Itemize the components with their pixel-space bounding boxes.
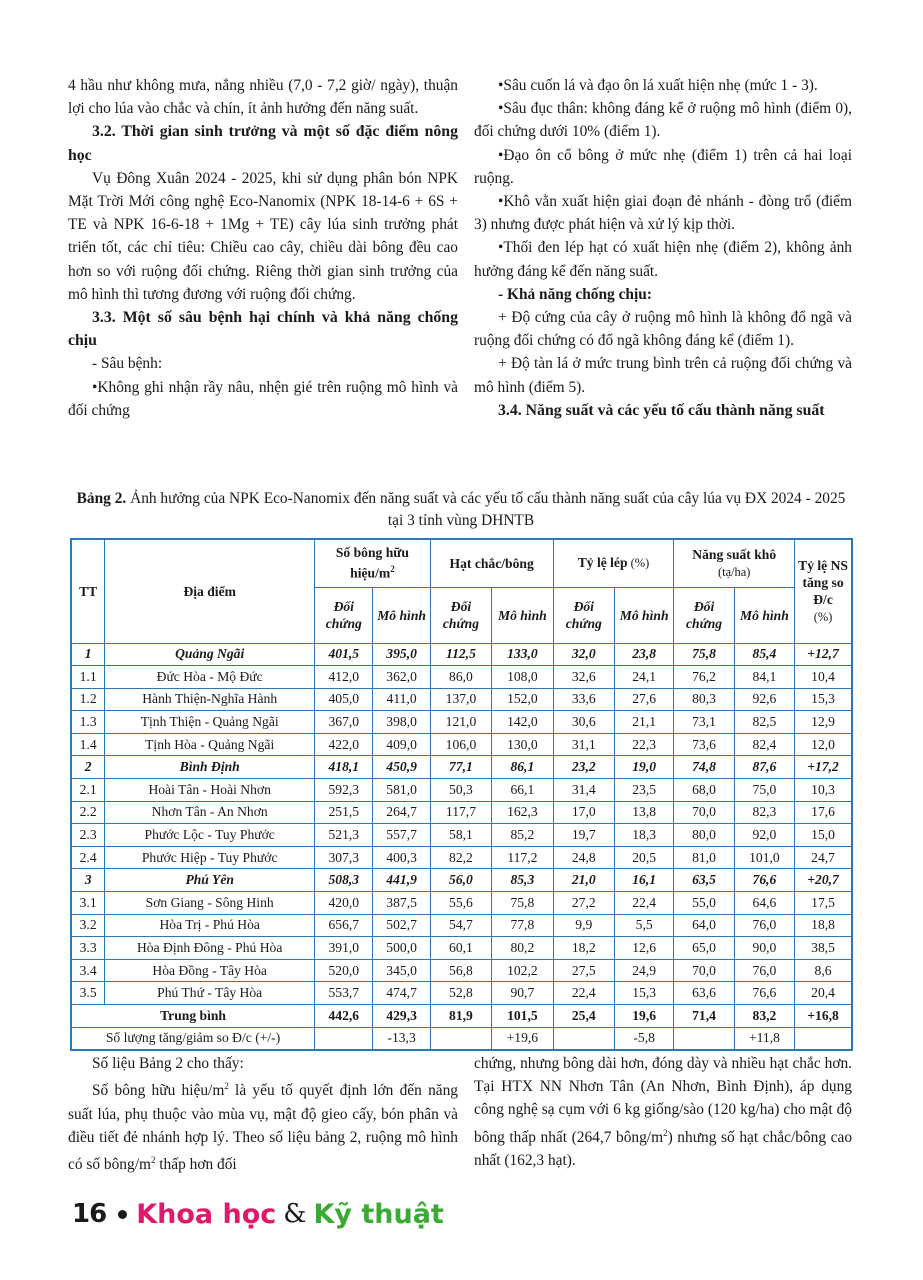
cell-value: 502,7 [373, 914, 430, 937]
header-panicles: Số bông hữu hiệu/$m^2$ [315, 539, 431, 587]
cell-value: 31,1 [553, 733, 614, 756]
page-number: 16 [72, 1199, 107, 1229]
cell-value: 77,8 [492, 914, 553, 937]
cell-value: 56,8 [430, 959, 491, 982]
cell-value: 66,1 [492, 779, 553, 802]
cell-tt: 2.4 [71, 846, 105, 869]
section-heading-3-4: 3.4. Năng suất và các yếu tố cấu thành năng suất [498, 401, 825, 419]
cell-value: 33,6 [553, 688, 614, 711]
cell-tt: 1.1 [71, 666, 105, 689]
cell-value: 81,0 [674, 846, 734, 869]
cell-value: 21,1 [614, 711, 673, 734]
cell-value: 162,3 [492, 801, 553, 824]
cell-value: 521,3 [315, 824, 373, 847]
cell-value: 264,7 [373, 801, 430, 824]
table-caption [68, 488, 854, 532]
cell-location: Hòa Đồng - Tây Hòa [105, 959, 315, 982]
cell-value: 76,0 [734, 914, 794, 937]
cell-value: 21,0 [553, 869, 614, 892]
column-right-bottom [474, 1052, 852, 1172]
cell-location: Tịnh Thiện - Quảng Ngãi [105, 711, 315, 734]
cell-value: 412,0 [315, 666, 373, 689]
cell-tt: 1 [71, 643, 105, 666]
cell-value: 362,0 [373, 666, 430, 689]
cell-value: 90,0 [734, 937, 794, 960]
cell-location: Số lượng tăng/giảm so Đ/c (+/-) [71, 1027, 315, 1050]
cell-value: 121,0 [430, 711, 491, 734]
cell-value: 54,7 [430, 914, 491, 937]
cell-tt: 3.2 [71, 914, 105, 937]
cell-value: 367,0 [315, 711, 373, 734]
table-row [71, 982, 852, 1005]
paragraph: - Sâu bệnh: [92, 355, 163, 373]
cell-value: 92,6 [734, 688, 794, 711]
cell-value: 58,1 [430, 824, 491, 847]
paragraph: + Độ tàn lá ở mức trung bình trên cả ruộng đối chứng và mô hình (điểm 5). [474, 355, 852, 396]
cell-value: 400,3 [373, 846, 430, 869]
cell-location: Đức Hòa - Mộ Đức [105, 666, 315, 689]
cell-value: 32,0 [553, 643, 614, 666]
table-row [71, 937, 852, 960]
cell-value: 442,6 [315, 1005, 373, 1028]
cell-location: Phước Lộc - Tuy Phước [105, 824, 315, 847]
cell-value: 75,8 [492, 892, 553, 915]
cell-value: 18,8 [795, 914, 852, 937]
cell-value: +16,8 [795, 1005, 852, 1028]
cell-value: 307,3 [315, 846, 373, 869]
cell-value: +17,2 [795, 756, 852, 779]
cell-value: 152,0 [492, 688, 553, 711]
cell-value: 64,0 [674, 914, 734, 937]
cell-value: 24,7 [795, 846, 852, 869]
cell-value: 77,1 [430, 756, 491, 779]
table-group-row [71, 869, 852, 892]
cell-value: 80,2 [492, 937, 553, 960]
column-left-top [68, 74, 458, 422]
cell-value: 63,5 [674, 869, 734, 892]
cell-value: 75,8 [674, 643, 734, 666]
cell-value: 133,0 [492, 643, 553, 666]
yield-table [70, 538, 853, 1051]
cell-value: 15,3 [614, 982, 673, 1005]
cell-location: Phú Yên [105, 869, 315, 892]
cell-value: 23,8 [614, 643, 673, 666]
header-tt: TT [71, 539, 105, 643]
cell-location: Hòa Định Đông - Phú Hòa [105, 937, 315, 960]
cell-value: 106,0 [430, 733, 491, 756]
cell-value: 10,3 [795, 779, 852, 802]
cell-value [795, 1027, 852, 1050]
cell-value: -13,3 [373, 1027, 430, 1050]
cell-value: 17,5 [795, 892, 852, 915]
cell-value: 86,0 [430, 666, 491, 689]
header-yield-increase: Tỷ lệ NS tăng so Đ/c (%) [795, 539, 852, 643]
table-row [71, 688, 852, 711]
cell-value: 24,9 [614, 959, 673, 982]
footer-bullet-icon [118, 1210, 127, 1219]
cell-value: 17,0 [553, 801, 614, 824]
magazine-title-word2: Kỹ thuật [313, 1198, 444, 1230]
cell-value: 65,0 [674, 937, 734, 960]
cell-location: Trung bình [71, 1005, 315, 1028]
cell-value: 108,0 [492, 666, 553, 689]
cell-location: Hoài Tân - Hoài Nhơn [105, 779, 315, 802]
table-average-row [71, 1005, 852, 1028]
paragraph: + Độ cứng của cây ở ruộng mô hình là không đổ ngã và ruộng đối chứng có đổ ngã không đáng kể (điểm 1). [474, 309, 852, 350]
cell-tt: 1.3 [71, 711, 105, 734]
cell-value: 19,6 [614, 1005, 673, 1028]
cell-value: 22,3 [614, 733, 673, 756]
cell-tt: 3.3 [71, 937, 105, 960]
cell-value: +11,8 [734, 1027, 794, 1050]
cell-value: 553,7 [315, 982, 373, 1005]
subheader-control: Đối chứng [674, 587, 734, 643]
cell-tt: 3 [71, 869, 105, 892]
cell-value: 500,0 [373, 937, 430, 960]
bullet-item: •Thối đen lép hạt có xuất hiện nhẹ (điểm 2), không ảnh hưởng đáng kể đến năng suất. [474, 239, 852, 280]
cell-value: 112,5 [430, 643, 491, 666]
cell-value: 52,8 [430, 982, 491, 1005]
cell-value: 5,5 [614, 914, 673, 937]
subheader-model: Mô hình [373, 587, 430, 643]
cell-value: 90,7 [492, 982, 553, 1005]
paragraph: Vụ Đông Xuân 2024 - 2025, khi sử dụng phân bón NPK Mặt Trời Mới công nghệ Eco-Nanomix (NPK 18-14-6 + 6S + TE và NPK 16-6-18 + 1Mg + TE) cây lúa sinh trưởng phát triển tốt, các chỉ tiêu: Chiều cao cây, chiều dài bông đều cao hơn so với ruộng đối chứng. Riêng thời gian sinh trưởng của mô hình thì tương đương với ruộng đối chứng. [68, 169, 458, 303]
page-footer [72, 1194, 444, 1234]
table-caption-label: Bảng 2. [76, 490, 127, 507]
cell-location: Phước Hiệp - Tuy Phước [105, 846, 315, 869]
cell-value: 450,9 [373, 756, 430, 779]
header-empty-rate: Tỷ lệ lép (%) [553, 539, 674, 587]
cell-value: 409,0 [373, 733, 430, 756]
cell-location: Phú Thứ - Tây Hòa [105, 982, 315, 1005]
section-heading-3-2: 3.2. Thời gian sinh trưởng và một số đặc điểm nông học [68, 123, 458, 164]
cell-value: 81,9 [430, 1005, 491, 1028]
cell-value: 557,7 [373, 824, 430, 847]
table-body [71, 643, 852, 1050]
cell-value: 73,1 [674, 711, 734, 734]
cell-value: 82,4 [734, 733, 794, 756]
cell-value: 117,7 [430, 801, 491, 824]
cell-value: 418,1 [315, 756, 373, 779]
cell-value: 15,3 [795, 688, 852, 711]
paragraph: 4 hầu như không mưa, nắng nhiều (7,0 - 7,2 giờ/ ngày), thuận lợi cho lúa vào chắc và chín, ít ảnh hưởng đến năng suất. [68, 77, 458, 118]
cell-value: 24,1 [614, 666, 673, 689]
cell-value: 55,0 [674, 892, 734, 915]
cell-value: 55,6 [430, 892, 491, 915]
cell-value: 142,0 [492, 711, 553, 734]
bullet-item: •Sâu đục thân: không đáng kể ở ruộng mô hình (điểm 0), đối chứng dưới 10% (điểm 1). [474, 100, 852, 141]
table-row [71, 959, 852, 982]
cell-value [315, 1027, 373, 1050]
cell-value: 102,2 [492, 959, 553, 982]
table-row [71, 733, 852, 756]
cell-location: Sơn Giang - Sông Hinh [105, 892, 315, 915]
cell-value: 50,3 [430, 779, 491, 802]
cell-value: 12,6 [614, 937, 673, 960]
cell-value: 12,0 [795, 733, 852, 756]
header-filled-grains: Hạt chắc/bông [430, 539, 553, 587]
cell-tt: 2.2 [71, 801, 105, 824]
cell-tt: 2 [71, 756, 105, 779]
cell-value: 83,2 [734, 1005, 794, 1028]
cell-value: 101,5 [492, 1005, 553, 1028]
cell-value: 17,6 [795, 801, 852, 824]
magazine-title-ampersand: & [283, 1199, 307, 1229]
table-row [71, 892, 852, 915]
cell-value: 8,6 [795, 959, 852, 982]
cell-value: 398,0 [373, 711, 430, 734]
column-left-bottom [68, 1052, 458, 1176]
cell-value: 24,8 [553, 846, 614, 869]
subheader-model: Mô hình [614, 587, 673, 643]
cell-value: 9,9 [553, 914, 614, 937]
cell-value: 137,0 [430, 688, 491, 711]
cell-value: 405,0 [315, 688, 373, 711]
cell-value: 27,2 [553, 892, 614, 915]
subheader-model: Mô hình [492, 587, 553, 643]
column-right-top [474, 74, 852, 422]
cell-value: 74,8 [674, 756, 734, 779]
cell-value: 76,6 [734, 869, 794, 892]
cell-value: 19,7 [553, 824, 614, 847]
cell-tt: 2.1 [71, 779, 105, 802]
cell-value: +19,6 [492, 1027, 553, 1050]
cell-value: 25,4 [553, 1005, 614, 1028]
cell-value: 56,0 [430, 869, 491, 892]
cell-value: 18,2 [553, 937, 614, 960]
cell-value: 84,1 [734, 666, 794, 689]
subheader-control: Đối chứng [315, 587, 373, 643]
cell-value: -5,8 [614, 1027, 673, 1050]
cell-location: Bình Định [105, 756, 315, 779]
cell-value: 63,6 [674, 982, 734, 1005]
cell-value: 82,2 [430, 846, 491, 869]
cell-tt: 3.1 [71, 892, 105, 915]
paragraph: Số liệu Bảng 2 cho thấy: [92, 1055, 244, 1072]
cell-value: 27,6 [614, 688, 673, 711]
cell-value: 395,0 [373, 643, 430, 666]
table-caption-text: Ảnh hưởng của NPK Eco-Nanomix đến năng suất và các yếu tố cấu thành năng suất của cây lúa vụ ĐX 2024 - 2025 tại 3 tỉnh vùng DHNTB [126, 490, 846, 529]
cell-value: 80,0 [674, 824, 734, 847]
cell-value: 85,3 [492, 869, 553, 892]
cell-value: 23,2 [553, 756, 614, 779]
cell-value: 20,5 [614, 846, 673, 869]
cell-value: 87,6 [734, 756, 794, 779]
cell-value: 420,0 [315, 892, 373, 915]
cell-tt: 1.4 [71, 733, 105, 756]
cell-value: 30,6 [553, 711, 614, 734]
cell-value: 13,8 [614, 801, 673, 824]
cell-value: 71,4 [674, 1005, 734, 1028]
section-heading-3-3: 3.3. Một số sâu bệnh hại chính và khả năng chống chịu [68, 309, 458, 350]
cell-tt: 2.3 [71, 824, 105, 847]
cell-value: 387,5 [373, 892, 430, 915]
subheading-resistance: - Khả năng chống chịu: [498, 285, 652, 303]
cell-value: 251,5 [315, 801, 373, 824]
table-group-row [71, 643, 852, 666]
cell-value: 70,0 [674, 801, 734, 824]
cell-value: 18,3 [614, 824, 673, 847]
cell-value: 508,3 [315, 869, 373, 892]
cell-value: 581,0 [373, 779, 430, 802]
cell-value: 20,4 [795, 982, 852, 1005]
table-row [71, 779, 852, 802]
cell-value: 474,7 [373, 982, 430, 1005]
cell-value: 422,0 [315, 733, 373, 756]
table-row [71, 711, 852, 734]
cell-tt: 3.5 [71, 982, 105, 1005]
cell-value: 76,2 [674, 666, 734, 689]
cell-value: 68,0 [674, 779, 734, 802]
cell-value: 76,0 [734, 959, 794, 982]
cell-location: Hòa Trị - Phú Hòa [105, 914, 315, 937]
cell-location: Tịnh Hòa - Quảng Ngãi [105, 733, 315, 756]
cell-value: 70,0 [674, 959, 734, 982]
bullet-item: •Khô vằn xuất hiện giai đoạn đẻ nhánh - đòng trổ (điểm 3) nhưng được phát hiện và xử lý kịp thời. [474, 193, 852, 234]
paragraph: chứng, nhưng bông dài hơn, đóng dày và nhiều hạt chắc hơn. Tại HTX NN Nhơn Tân (An Nhơn, Bình Định), áp dụng công nghệ sạ cụm với 6 kg giống/sào (120 kg/ha) cho mật độ bông thấp nhất (264,7 bông/$m^2$) nhưng số hạt chắc/bông cao nhất (162,3 hạt). [474, 1055, 853, 1169]
cell-location: Hành Thiện-Nghĩa Hành [105, 688, 315, 711]
cell-location: Nhơn Tân - An Nhơn [105, 801, 315, 824]
cell-value: 130,0 [492, 733, 553, 756]
cell-value: 86,1 [492, 756, 553, 779]
subheader-control: Đối chứng [430, 587, 491, 643]
paragraph: Số bông hữu hiệu/$m^2$ là yếu tố quyết định lớn đến năng suất lúa, phụ thuộc vào mùa vụ, mật độ gieo cấy, bón phân và điều tiết đẻ nhánh hợp lý. Theo số liệu bảng 2, ruộng mô hình có số bông/$m^2$ thấp hơn đối [68, 1081, 458, 1174]
cell-tt: 3.4 [71, 959, 105, 982]
table-group-row [71, 756, 852, 779]
cell-value: 12,9 [795, 711, 852, 734]
cell-value: 101,0 [734, 846, 794, 869]
cell-value: 64,6 [734, 892, 794, 915]
cell-value [553, 1027, 614, 1050]
cell-value: 92,0 [734, 824, 794, 847]
cell-value: 16,1 [614, 869, 673, 892]
cell-value: 441,9 [373, 869, 430, 892]
cell-value: 85,4 [734, 643, 794, 666]
cell-value: 38,5 [795, 937, 852, 960]
header-dry-yield: Năng suất khô (tạ/ha) [674, 539, 795, 587]
cell-value: 345,0 [373, 959, 430, 982]
cell-value: 592,3 [315, 779, 373, 802]
bullet-item: •Sâu cuốn lá và đạo ôn lá xuất hiện nhẹ (mức 1 - 3). [498, 77, 818, 94]
cell-value: 60,1 [430, 937, 491, 960]
table-row [71, 824, 852, 847]
cell-value: 411,0 [373, 688, 430, 711]
cell-value: 75,0 [734, 779, 794, 802]
bullet-item: •Đạo ôn cổ bông ở mức nhẹ (điểm 1) trên cả hai loại ruộng. [474, 146, 852, 187]
cell-value: 19,0 [614, 756, 673, 779]
cell-value: 10,4 [795, 666, 852, 689]
cell-value: 656,7 [315, 914, 373, 937]
cell-value: 73,6 [674, 733, 734, 756]
cell-value: 391,0 [315, 937, 373, 960]
cell-value: 80,3 [674, 688, 734, 711]
header-location: Địa điểm [105, 539, 315, 643]
subheader-model: Mô hình [734, 587, 794, 643]
cell-location: Quảng Ngãi [105, 643, 315, 666]
cell-value: 117,2 [492, 846, 553, 869]
cell-value: 429,3 [373, 1005, 430, 1028]
cell-value [674, 1027, 734, 1050]
cell-value: 22,4 [553, 982, 614, 1005]
cell-value: 76,6 [734, 982, 794, 1005]
cell-value: 82,5 [734, 711, 794, 734]
cell-value: 85,2 [492, 824, 553, 847]
cell-value: 520,0 [315, 959, 373, 982]
subheader-control: Đối chứng [553, 587, 614, 643]
cell-tt: 1.2 [71, 688, 105, 711]
cell-value: 32,6 [553, 666, 614, 689]
cell-value: 22,4 [614, 892, 673, 915]
cell-value [430, 1027, 491, 1050]
table-row [71, 801, 852, 824]
bullet-item: •Không ghi nhận rầy nâu, nhện gié trên ruộng mô hình và đối chứng [68, 378, 458, 419]
cell-value: 27,5 [553, 959, 614, 982]
cell-value: 401,5 [315, 643, 373, 666]
table-difference-row [71, 1027, 852, 1050]
table-row [71, 666, 852, 689]
cell-value: 15,0 [795, 824, 852, 847]
table-row [71, 914, 852, 937]
cell-value: +12,7 [795, 643, 852, 666]
table-row [71, 846, 852, 869]
cell-value: 82,3 [734, 801, 794, 824]
magazine-title-word1: Khoa học [136, 1198, 277, 1230]
cell-value: +20,7 [795, 869, 852, 892]
cell-value: 23,5 [614, 779, 673, 802]
cell-value: 31,4 [553, 779, 614, 802]
